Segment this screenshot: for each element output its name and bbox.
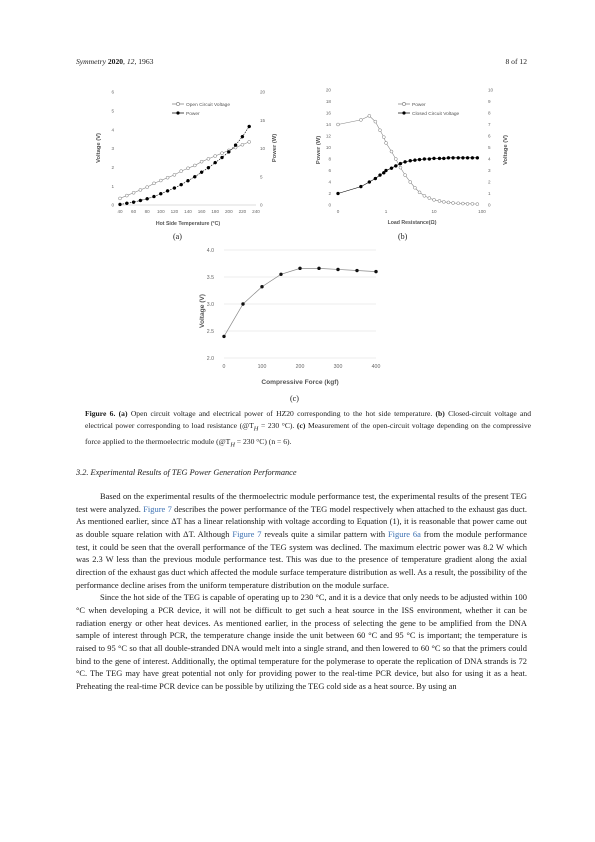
chart-b-y2tick: 6 (488, 133, 491, 139)
chart-b-power-point (390, 150, 393, 153)
chart-b-ytick: 10 (325, 145, 331, 151)
chart-b-ytick: 18 (325, 99, 331, 105)
chart-a-power-point (214, 161, 217, 164)
chart-a-power-point (146, 197, 149, 200)
page-header (76, 57, 527, 66)
chart-c-xtick: 0 (222, 364, 226, 370)
chart-b-power-point (359, 118, 362, 121)
chart-b-voltage-point (379, 174, 382, 177)
chart-a-voltage-point (159, 179, 162, 182)
legend-open-circuit-voltage: Open Circuit Voltage (186, 103, 230, 108)
chart-a-legend (172, 102, 230, 117)
chart-a-voltage-point (193, 164, 196, 167)
chart-a-xtick: 60 (131, 209, 137, 214)
chart-a-y2tick: 5 (260, 174, 263, 180)
chart-b-y2label: Voltage (V) (503, 135, 509, 165)
figure-7-link[interactable]: Figure 7 (143, 503, 172, 514)
chart-a-power-point (180, 183, 183, 186)
chart-b-voltage-point (428, 158, 431, 161)
chart-a-xtick: 80 (144, 209, 150, 214)
chart-b-power-point (399, 166, 402, 169)
chart-b-voltage-point (461, 156, 464, 159)
chart-a-voltage-point (200, 160, 203, 163)
chart-b-xtick: 0 (336, 209, 340, 214)
chart-c-xtick: 300 (333, 364, 343, 370)
chart-a-xtick: 220 (238, 209, 247, 214)
chart-a-ytick: 6 (111, 89, 114, 95)
chart-a-power-point (166, 189, 169, 192)
chart-a-xtick: 120 (170, 209, 179, 214)
chart-b-power-point (413, 186, 416, 189)
chart-b-ytick: 8 (328, 156, 331, 162)
chart-a-voltage-point (139, 188, 142, 191)
chart-b-power-point (447, 201, 450, 204)
chart-b-power-point (476, 203, 479, 206)
chart-b-power-point (404, 174, 407, 177)
chart-b-voltage-point (394, 164, 397, 167)
chart-a-ytick: 4 (111, 127, 114, 133)
chart-c-xlabel: Compressive Force (kgf) (261, 379, 339, 386)
chart-c-ytick: 3.0 (206, 301, 214, 308)
chart-a-voltage-point (173, 173, 176, 176)
chart-a-series-line (120, 126, 249, 204)
chart-c-ylabel: Voltage (V) (199, 294, 206, 328)
chart-b-power-point (409, 181, 412, 184)
chart-b-voltage-point (409, 159, 412, 162)
chart-a-ytick: 2 (111, 164, 114, 170)
chart-c-point (298, 267, 301, 270)
chart-b-power-point (461, 202, 464, 205)
chart-b-voltage-point (374, 177, 377, 180)
chart-b-power-point (457, 202, 460, 205)
sublabel-c: (c) (290, 394, 299, 403)
chart-c-ytick: 2.5 (206, 328, 214, 335)
chart-b-voltage-point (404, 160, 407, 163)
journal-citation: Symmetry 2020, 12, 1963 (76, 57, 154, 66)
chart-b-voltage-point (466, 156, 469, 159)
chart-a-xtick: 200 (224, 209, 233, 214)
chart-b-ytick: 12 (325, 133, 331, 139)
chart-a-xtick: 160 (197, 209, 206, 214)
chart-b-power-point (442, 200, 445, 203)
legend-power-b: Power (412, 103, 426, 108)
chart-a-ylabel: Voltage (V) (96, 133, 102, 163)
chart-a-power-point (187, 179, 190, 182)
chart-a-ytick: 0 (111, 202, 114, 208)
chart-b-ytick: 6 (328, 168, 331, 174)
chart-b-voltage-point (413, 159, 416, 162)
chart-b-voltage-point (423, 158, 426, 161)
chart-b-power-point (452, 201, 455, 204)
chart-b-voltage-point (438, 157, 441, 160)
chart-a-power-point (248, 125, 251, 128)
chart-b-ytick: 20 (325, 87, 331, 93)
chart-b-xtick: 10 (431, 209, 437, 214)
legend-closed-circuit-voltage: Closed Circuit Voltage (412, 112, 460, 117)
chart-a-xtick: 140 (184, 209, 192, 214)
chart-a-voltage-point (132, 191, 135, 194)
chart-a-power-point (153, 195, 156, 198)
body-text (76, 490, 527, 693)
chart-a-power-point (132, 201, 135, 204)
chart-a-y2tick: 0 (260, 202, 263, 208)
chart-b-y2tick: 4 (488, 156, 491, 162)
chart-b-power-point (382, 136, 385, 139)
chart-a-y2label: Power (W) (272, 133, 278, 163)
chart-c-xtick: 100 (257, 364, 267, 370)
chart-b-ytick: 2 (328, 191, 331, 197)
chart-a-power-point (173, 187, 176, 190)
chart-b-voltage-point (368, 181, 371, 184)
chart-a-xtick: 100 (156, 209, 165, 214)
chart-b-voltage-point (359, 185, 362, 188)
paragraph-1: Based on the experimental results of the thermoelectric module performance test, the experimental results of the present TEG test were analyzed. Figure 7 describes the power performance of the TEG model respectively when attached to the exhaust gas duct. As mentioned earlier, since ΔT has a linear relationship with voltage according to Equation (1), it is reasonable that power came out as double square relation with ΔT. Although Figure 7 reveals quite a similar pattern with Figure 6a from the module performance test, it could be seen that the overall performance of the TEG system was declined. The maximum electric power was 8.2 W which was 2.3 W less than the previous module performance test. This was due to the presence of temperature gradient along the axial direction of the exhaust gas duct which affected the module surface temperature distribution as well. As a result, the possibility of the performance decline arises from the uniform temperature distribution on the module surface. (76, 491, 527, 590)
chart-a-power-point (125, 202, 128, 205)
chart-a-voltage-point (241, 143, 244, 146)
figure-caption: Figure 6. (a) Open circuit voltage and electrical power of HZ20 corresponding to the hot side temperature. (b) Closed-circuit voltage and electrical power corresponding to load resistance ($@T_H = 230$ °C). (c) Measurement of the open-circuit voltage depending on the compressive force applied to the thermoelectric module ($@T_H = 230$ °C) (n = 6). (85, 409, 532, 449)
chart-c-point (336, 268, 339, 271)
chart-a-voltage-point (153, 182, 156, 185)
chart-b-power-point (471, 202, 474, 205)
chart-a-xtick: 240 (252, 209, 260, 214)
chart-b-voltage-point (385, 169, 388, 172)
chart-a-xtick: 40 (117, 209, 123, 214)
chart-b-voltage-point (447, 156, 450, 159)
chart-b-y2tick: 7 (488, 122, 491, 128)
section-heading: 3.2. Experimental Results of TEG Power Generation Performance (76, 468, 297, 477)
chart-c-point (279, 273, 282, 276)
chart-a-voltage-point (125, 194, 128, 197)
chart-b-legend (398, 102, 460, 117)
chart-a-voltage-point (221, 152, 224, 155)
chart-b-y2tick: 8 (488, 110, 491, 116)
chart-b-power-point (337, 123, 340, 126)
chart-b-series-line (338, 116, 477, 204)
chart-c-point (241, 302, 244, 305)
chart-a-xtick: 180 (211, 209, 220, 214)
chart-c (190, 243, 390, 391)
chart-b-power-point (379, 129, 382, 132)
chart-a-power-point (139, 199, 142, 202)
chart-b-power-point (385, 141, 388, 144)
chart-b-voltage-point (418, 158, 421, 161)
sublabel-a: (a) (173, 232, 182, 241)
chart-b-power-point (418, 191, 421, 194)
chart-b-ytick: 0 (328, 202, 331, 208)
chart-b-y2tick: 0 (488, 202, 491, 208)
chart-a-voltage-point (119, 197, 122, 200)
chart-c-xtick: 200 (295, 364, 305, 370)
chart-a-power-point (200, 171, 203, 174)
chart-c-ytick: 4.0 (206, 247, 214, 254)
chart-b-voltage-point (337, 192, 340, 195)
chart-a-voltage-point (146, 186, 149, 189)
chart-b-y2tick: 9 (488, 99, 491, 105)
chart-b-power-point (368, 114, 371, 117)
chart-b-xtick: 1 (384, 209, 388, 214)
chart-b-y2tick: 3 (488, 168, 491, 174)
chart-b-voltage-point (452, 156, 455, 159)
chart-c-xtick: 400 (371, 364, 381, 370)
chart-b-y2tick: 5 (488, 145, 491, 151)
chart-a-power-point (241, 135, 244, 138)
legend-power: Power (186, 112, 200, 117)
chart-b-voltage-point (471, 156, 474, 159)
chart-c-point (374, 270, 377, 273)
chart-b-ytick: 16 (325, 110, 331, 116)
chart-c-point (355, 269, 358, 272)
chart-c-point (260, 285, 263, 288)
chart-b-voltage-point (433, 157, 436, 160)
chart-a-power-point (234, 144, 237, 147)
chart-b-power-point (423, 194, 426, 197)
chart-a-y2tick: 15 (260, 117, 266, 123)
chart-b-series-line (338, 158, 477, 194)
chart-a (84, 84, 278, 234)
chart-a-voltage-point (187, 167, 190, 170)
chart-a-ytick: 1 (111, 183, 114, 189)
chart-a-voltage-point (166, 176, 169, 179)
chart-a-ytick: 5 (111, 108, 114, 114)
figure-6a-link[interactable]: Figure 6a (387, 528, 421, 539)
chart-b-voltage-point (390, 167, 393, 170)
chart-b-power-point (428, 197, 431, 200)
chart-a-voltage-point (180, 170, 183, 173)
chart-b-power-point (466, 202, 469, 205)
chart-b-voltage-point (399, 162, 402, 165)
chart-b-ylabel: Power (W) (316, 135, 322, 165)
chart-c-series-line (224, 268, 376, 336)
chart-b-y2tick: 10 (488, 87, 494, 93)
page-number: 8 of 12 (505, 57, 527, 66)
chart-a-power-point (227, 150, 230, 153)
chart-a-voltage-point (248, 140, 251, 143)
chart-b-power-point (394, 158, 397, 161)
chart-a-ytick: 3 (111, 146, 114, 152)
chart-a-power-point (221, 156, 224, 159)
paragraph-2: Since the hot side of the TEG is capable of operating up to 230 °C, and it is a device that only needs to be adjusted within 100 °C when developing a PCR device, it will not be difficult to get such a heat source in the ISS environment, whether it can be radiation energy or other heat devices. As mentioned earlier, in the process of selecting the gene to be amplified from the DNA sample of interest through PCR, the temperature change inside the unit between 60 °C and 95 °C is important; the temperature is raised to 95 °C so that all double-stranded DNA would melt into a single strand, and then lowered to 60 °C so that the primers could bind to the gene of interest. Additionally, the optimal temperature for the polymerase to operate the replication of DNA strands is 72 °C. The TEG may have great potential not only for providing power to the real-time PCR device, but also for using it as a heat. Preheating the real-time PCR device can be possible by utilizing the TEG cold side as a heat source. By using an (76, 592, 527, 691)
chart-b (312, 84, 512, 234)
chart-a-power-point (207, 166, 210, 169)
chart-c-ytick: 3.5 (206, 274, 214, 281)
chart-a-voltage-point (207, 157, 210, 160)
chart-a-power-point (119, 203, 122, 206)
chart-b-xlabel: Load Resistance(Ω) (387, 220, 437, 226)
chart-a-y2tick: 20 (260, 89, 266, 95)
chart-b-power-point (433, 198, 436, 201)
chart-b-power-point (374, 120, 377, 123)
chart-b-voltage-point (457, 156, 460, 159)
chart-b-voltage-point (442, 157, 445, 160)
chart-c-point (317, 267, 320, 270)
chart-a-xlabel: Hot Side Temperature (°C) (155, 221, 221, 227)
chart-c-ytick: 2.0 (206, 355, 214, 362)
chart-a-power-point (193, 175, 196, 178)
chart-b-voltage-point (476, 156, 479, 159)
sublabel-b: (b) (398, 232, 408, 241)
figure-7-link-2[interactable]: Figure 7 (232, 528, 262, 539)
chart-a-y2tick: 10 (260, 146, 266, 152)
chart-b-y2tick: 2 (488, 179, 491, 185)
chart-b-y2tick: 1 (488, 191, 491, 197)
chart-a-power-point (159, 192, 162, 195)
chart-a-voltage-point (214, 155, 217, 158)
chart-b-xtick: 100 (478, 209, 486, 214)
chart-c-point (222, 335, 225, 338)
chart-b-power-point (438, 199, 441, 202)
chart-b-ytick: 14 (325, 122, 331, 128)
chart-b-ytick: 4 (328, 179, 331, 185)
